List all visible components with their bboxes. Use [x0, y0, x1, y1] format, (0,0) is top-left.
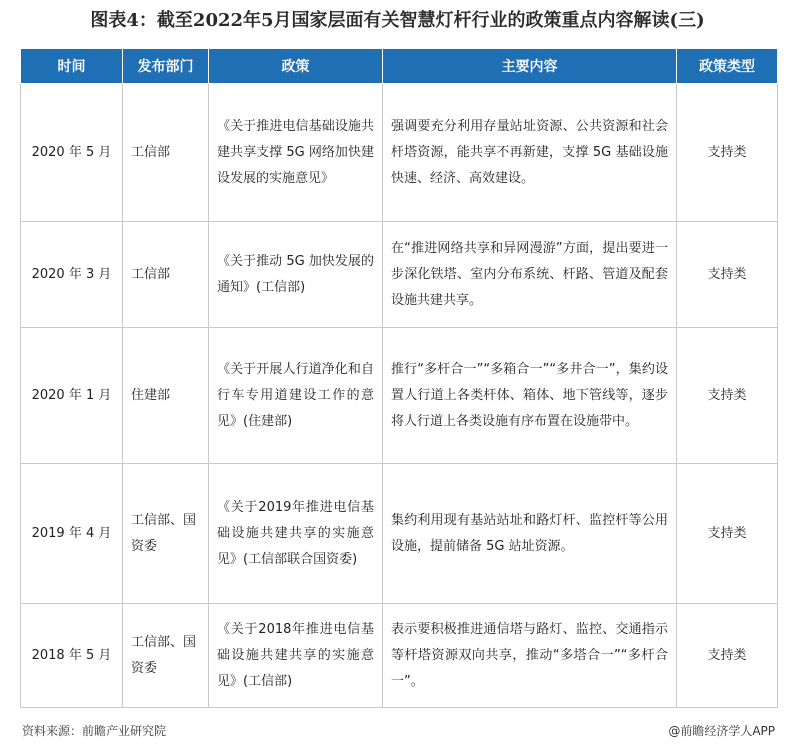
- cell-content: 集约利用现有基站站址和路灯杆、监控杆等公用设施，提前储备 5G 站址资源。: [383, 464, 677, 604]
- header-policy: 政策: [209, 49, 383, 84]
- cell-type: 支持类: [677, 604, 778, 708]
- policy-table: [20, 48, 778, 708]
- header-department: 发布部门: [123, 49, 209, 84]
- cell-content: 强调要充分利用存量站址资源、公共资源和社会杆塔资源，能共享不再新建，支撑 5G 基础设施快速、经济、高效建设。: [383, 84, 677, 222]
- cell-type: 支持类: [677, 84, 778, 222]
- table-row: [21, 84, 778, 222]
- table-row: [21, 604, 778, 708]
- cell-department: 工信部: [123, 84, 209, 222]
- cell-content: 在“推进网络共享和异网漫游”方面，提出要进一步深化铁塔、室内分布系统、杆路、管道及配套设施共建共享。: [383, 222, 677, 328]
- table-row: [21, 328, 778, 464]
- cell-department: 工信部、国资委: [123, 604, 209, 708]
- cell-content: 表示要积极推进通信塔与路灯、监控、交通指示等杆塔资源双向共享，推动“多塔合一”“多杆合一”。: [383, 604, 677, 708]
- cell-type: 支持类: [677, 222, 778, 328]
- table-row: [21, 464, 778, 604]
- cell-policy: 《关于推进电信基础设施共建共享支撑 5G 网络加快建设发展的实施意见》: [209, 84, 383, 222]
- cell-policy: 《关于推动 5G 加快发展的通知》(工信部): [209, 222, 383, 328]
- cell-time: 2020 年 5 月: [21, 84, 123, 222]
- page-title: 图表4：截至2022年5月国家层面有关智慧灯杆行业的政策重点内容解读(三): [90, 10, 705, 31]
- header-content: 主要内容: [383, 49, 677, 84]
- cell-type: 支持类: [677, 328, 778, 464]
- cell-time: 2020 年 1 月: [21, 328, 123, 464]
- cell-policy: 《关于2018年推进电信基础设施共建共享的实施意见》(工信部): [209, 604, 383, 708]
- table-header-row: [21, 49, 778, 84]
- cell-department: 工信部、国资委: [123, 464, 209, 604]
- brand-credit: @前瞻经济学人APP: [668, 724, 775, 738]
- cell-policy: 《关于2019年推进电信基础设施共建共享的实施意见》(工信部联合国资委): [209, 464, 383, 604]
- header-type: 政策类型: [677, 49, 778, 84]
- table-row: [21, 222, 778, 328]
- header-time: 时间: [21, 49, 123, 84]
- cell-time: 2018 年 5 月: [21, 604, 123, 708]
- cell-type: 支持类: [677, 464, 778, 604]
- cell-time: 2020 年 3 月: [21, 222, 123, 328]
- cell-content: 推行“多杆合一”“多箱合一”“多井合一”，集约设置人行道上各类杆体、箱体、地下管线等，逐步将人行道上各类设施有序布置在设施带中。: [383, 328, 677, 464]
- cell-department: 工信部: [123, 222, 209, 328]
- source-note: 资料来源：前瞻产业研究院: [22, 724, 167, 738]
- cell-policy: 《关于开展人行道净化和自行车专用道建设工作的意见》(住建部): [209, 328, 383, 464]
- cell-time: 2019 年 4 月: [21, 464, 123, 604]
- cell-department: 住建部: [123, 328, 209, 464]
